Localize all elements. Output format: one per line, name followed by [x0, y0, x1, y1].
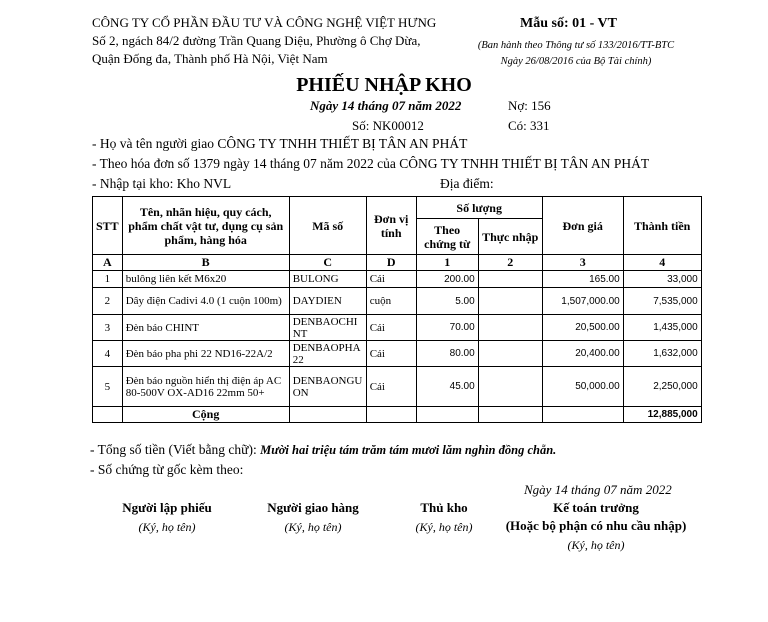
location-label: Địa điểm:	[440, 176, 494, 191]
row-amount: 7,535,000	[623, 288, 701, 315]
row-stt: 1	[93, 271, 123, 288]
signature-date: Ngày 14 tháng 07 năm 2022	[524, 482, 672, 497]
header-name: Tên, nhãn hiệu, quy cách, phẩm chất vật tư, dụng cụ sản phẩm, hàng hóa	[122, 197, 289, 255]
row-amount: 1,632,000	[623, 341, 701, 367]
row-code: DENBAOCHINT	[289, 315, 366, 341]
row-stt: 3	[93, 315, 123, 341]
row-price: 50,000.00	[542, 367, 623, 407]
debit-account: Nợ: 156	[508, 98, 551, 113]
table-row	[93, 288, 702, 315]
document-date: Ngày 14 tháng 07 năm 2022	[310, 98, 462, 113]
storekeeper-hint: (Ký, họ tên)	[415, 520, 473, 534]
row-qty-actual	[478, 341, 542, 367]
attached-docs	[90, 462, 502, 478]
sum-in-words	[90, 442, 556, 458]
creator-title: Người lập phiếu	[122, 500, 212, 515]
credit-account: Có: 331	[508, 118, 550, 133]
row-price: 165.00	[542, 271, 623, 288]
row-code: DENBAONGUON	[289, 367, 366, 407]
document-number: Số: NK00012	[352, 118, 424, 133]
row-name: Đèn báo pha phi 22 ND16-22A/2	[122, 341, 289, 367]
form-note-line1: (Ban hành theo Thông tư số 133/2016/TT-BTC	[477, 40, 675, 51]
total-amount: 12,885,000	[623, 407, 701, 423]
row-name: Dây điện Cadivi 4.0 (1 cuộn 100m)	[122, 288, 289, 315]
row-amount: 33,000	[623, 271, 701, 288]
row-qty-doc: 70.00	[416, 315, 478, 341]
table-row	[93, 271, 702, 288]
row-qty-doc: 200.00	[416, 271, 478, 288]
row-unit: Cái	[366, 341, 416, 367]
letter-cell: B	[122, 255, 289, 271]
form-note-line2: Ngày 26/08/2016 của Bộ Tài chính)	[500, 56, 652, 67]
row-name: Đèn báo nguồn hiển thị điện áp AC 80-500V OX-AD16 22mm 50+	[122, 367, 289, 407]
row-qty-actual	[478, 288, 542, 315]
row-name: Đèn báo CHINT	[122, 315, 289, 341]
company-address-line1: Số 2, ngách 84/2 đường Trần Quang Diệu, Phường ô Chợ Dừa,	[92, 33, 421, 48]
document-title: PHIẾU NHẬP KHO	[296, 74, 472, 96]
row-stt: 5	[93, 367, 123, 407]
table-row	[93, 341, 702, 367]
row-price: 20,500.00	[542, 315, 623, 341]
chief-title: Kế toán trưởng	[553, 500, 639, 515]
letter-cell: C	[289, 255, 366, 271]
row-stt: 2	[93, 288, 123, 315]
row-stt: 4	[93, 341, 123, 367]
invoice-line: - Theo hóa đơn số 1379 ngày 14 tháng 07 năm 2022 của CÔNG TY TNHH THIẾT BỊ TÂN AN PHÁT	[92, 156, 650, 171]
chief-hint: (Ký, họ tên)	[567, 538, 625, 552]
form-code: Mẫu số: 01 - VT	[520, 16, 617, 31]
header-quantity: Số lượng	[416, 197, 542, 219]
signature-chief	[498, 500, 694, 553]
form-note	[456, 38, 696, 70]
header-price: Đơn giá	[542, 197, 623, 255]
deliverer-hint: (Ký, họ tên)	[284, 520, 342, 534]
signature-deliverer	[250, 500, 376, 535]
row-code: DAYDIEN	[289, 288, 366, 315]
row-amount: 2,250,000	[623, 367, 701, 407]
row-unit: Cái	[366, 315, 416, 341]
sum-words-value: Mười hai triệu tám trăm tám mươi lăm nghìn đồng chẵn.	[260, 443, 557, 457]
header-unit: Đơn vị tính	[366, 197, 416, 255]
sum-words-label: - Tổng số tiền (Viết bằng chữ):	[90, 442, 257, 457]
storekeeper-title: Thủ kho	[420, 500, 468, 515]
deliverer-title: Người giao hàng	[267, 500, 359, 515]
row-unit: cuộn	[366, 288, 416, 315]
row-unit: Cái	[366, 271, 416, 288]
company-name: CÔNG TY CỔ PHẦN ĐẦU TƯ VÀ CÔNG NGHỆ VIỆT HƯNG	[92, 15, 437, 30]
company-header	[92, 14, 436, 68]
total-row	[93, 407, 702, 423]
row-qty-actual	[478, 367, 542, 407]
letter-cell: D	[366, 255, 416, 271]
deliverer-line: - Họ và tên người giao CÔNG TY TNHH THIẾT BỊ TÂN AN PHÁT	[92, 136, 468, 151]
creator-hint: (Ký, họ tên)	[138, 520, 196, 534]
header-qty-actual: Thực nhập	[478, 219, 542, 255]
chief-subtitle: (Hoặc bộ phận có nhu cầu nhập)	[505, 518, 687, 533]
row-amount: 1,435,000	[623, 315, 701, 341]
letter-cell: 4	[623, 255, 701, 271]
signature-storekeeper	[392, 500, 496, 535]
letter-cell: A	[93, 255, 123, 271]
letter-cell: 1	[416, 255, 478, 271]
row-qty-doc: 45.00	[416, 367, 478, 407]
total-label: Cộng	[122, 407, 289, 423]
row-qty-actual	[478, 271, 542, 288]
signature-creator	[104, 500, 230, 535]
row-unit: Cái	[366, 367, 416, 407]
letter-cell: 3	[542, 255, 623, 271]
row-code: BULONG	[289, 271, 366, 288]
row-name: bulông liên kết M6x20	[122, 271, 289, 288]
header-code: Mã số	[289, 197, 366, 255]
row-code: DENBAOPHA22	[289, 341, 366, 367]
warehouse-line: - Nhập tại kho: Kho NVL	[92, 176, 232, 191]
header-amount: Thành tiền	[623, 197, 701, 255]
row-qty-actual	[478, 315, 542, 341]
items-table	[92, 196, 702, 423]
header-stt: STT	[93, 197, 123, 255]
company-address-line2: Quận Đống đa, Thành phố Hà Nội, Việt Nam	[92, 51, 328, 66]
table-row	[93, 367, 702, 407]
table-row	[93, 315, 702, 341]
letter-cell: 2	[478, 255, 542, 271]
attached-docs-label: - Số chứng từ gốc kèm theo:	[90, 462, 244, 477]
row-qty-doc: 5.00	[416, 288, 478, 315]
row-price: 20,400.00	[542, 341, 623, 367]
row-qty-doc: 80.00	[416, 341, 478, 367]
header-qty-doc: Theo chứng từ	[416, 219, 478, 255]
row-price: 1,507,000.00	[542, 288, 623, 315]
